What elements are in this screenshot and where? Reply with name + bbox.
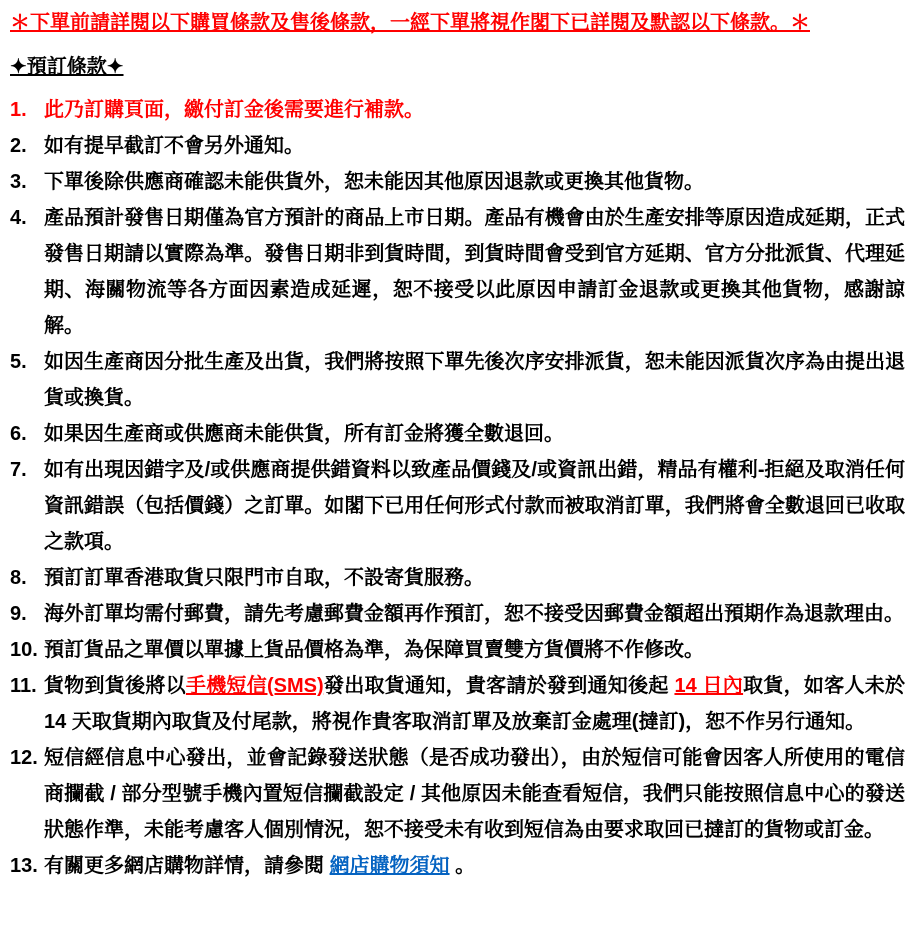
term-item	[10, 452, 905, 560]
term-segment: 下單後除供應商確認未能供貨外，恕未能因其他原因退款或更換其他貨物。	[44, 171, 704, 193]
term-item	[10, 200, 905, 344]
term-text	[44, 164, 905, 200]
term-number: 1.	[10, 99, 27, 121]
term-text	[44, 200, 905, 344]
term-item	[10, 596, 905, 632]
term-text	[44, 632, 905, 668]
term-number: 2.	[10, 135, 27, 157]
term-number: 13.	[10, 855, 38, 877]
term-segment: 產品預計發售日期僅為官方預計的商品上市日期。產品有機會由於生產安排等原因造成延期，正式發售日期請以實際為準。發售日期非到貨時間，到貨時間會受到官方延期、官方分批派貨、代理延期、海關物流等各方面因素造成延遲，恕不接受以此原因申請訂金退款或更換其他貨物，感謝諒解。	[44, 207, 905, 337]
term-segment: 海外訂單均需付郵費，請先考慮郵費金額再作預訂，恕不接受因郵費金額超出預期作為退款理由。	[44, 603, 904, 625]
term-number: 10.	[10, 639, 38, 661]
section-title-preorder-terms: ✦預訂條款✦	[10, 56, 124, 78]
term-item	[10, 128, 905, 164]
term-text	[44, 668, 905, 740]
term-segment: 。	[449, 855, 476, 877]
term-item	[10, 848, 905, 884]
term-segment: 取貨，如客人未於 14 天取貨期內取貨及付尾款，將視作貴客取消訂單及放棄訂金處理(撻訂)，恕不作另行通知。	[44, 675, 905, 733]
term-segment: 短信經信息中心發出，並會記錄發送狀態（是否成功發出），由於短信可能會因客人所使用的電信商攔截 / 部分型號手機內置短信攔截設定 / 其他原因未能查看短信，我們只能按照信息中心的發送狀態作準，未能考慮客人個別情況，恕不接受未有收到短信為由要求取回已撻訂的貨物或訂金。	[44, 747, 905, 841]
term-text	[44, 848, 905, 884]
term-number: 8.	[10, 567, 27, 589]
term-text	[44, 740, 905, 848]
term-number: 9.	[10, 603, 27, 625]
term-text	[44, 344, 905, 416]
term-number: 6.	[10, 423, 27, 445]
term-number: 5.	[10, 351, 27, 373]
term-item	[10, 416, 905, 452]
term-segment: 貨物到貨後將以	[44, 675, 186, 697]
term-segment: 預訂貨品之單價以單據上貨品價格為準，為保障買賣雙方貨價將不作修改。	[44, 639, 704, 661]
term-text	[44, 128, 905, 164]
term-item	[10, 668, 905, 740]
term-segment: 如有提早截訂不會另外通知。	[44, 135, 304, 157]
term-number: 11.	[10, 675, 37, 697]
term-segment: 如因生產商因分批生產及出貨，我們將按照下單先後次序安排派貨，恕未能因派貨次序為由提出退貨或換貨。	[44, 351, 905, 409]
term-number: 7.	[10, 459, 27, 481]
term-item	[10, 164, 905, 200]
term-number: 12.	[10, 747, 38, 769]
term-segment: 如果因生產商或供應商未能供貨，所有訂金將獲全數退回。	[44, 423, 564, 445]
term-item	[10, 344, 905, 416]
term-text	[44, 596, 905, 632]
term-segment: 有關更多網店購物詳情，請參閱	[44, 855, 330, 877]
store-shopping-guide-link[interactable]: 網店購物須知	[329, 855, 450, 877]
deadline-highlight: 14 日內	[674, 675, 744, 697]
sms-highlight: 手機短信(SMS)	[185, 675, 324, 697]
term-item	[10, 560, 905, 596]
term-text	[44, 452, 905, 560]
term-number: 4.	[10, 207, 27, 229]
term-text	[44, 92, 905, 128]
pre-order-notice-banner: ＊下單前請詳閱以下購買條款及售後條款，一經下單將視作閣下已詳閱及默認以下條款。＊	[10, 12, 810, 34]
term-item	[10, 740, 905, 848]
term-segment: 如有出現因錯字及/或供應商提供錯資料以致產品價錢及/或資訊出錯，精品有權利-拒絕及取消任何資訊錯誤（包括價錢）之訂單。如閣下已用任何形式付款而被取消訂單，我們將會全數退回已收取之款項。	[44, 459, 905, 553]
term-text	[44, 560, 905, 596]
term-item	[10, 92, 905, 128]
term-segment: 發出取貨通知，貴客請於發到通知後起	[323, 675, 675, 697]
term-number: 3.	[10, 171, 27, 193]
term-text	[44, 416, 905, 452]
term-segment: 預訂訂單香港取貨只限門市自取，不設寄貨服務。	[44, 567, 484, 589]
term-item	[10, 632, 905, 668]
term-segment: 此乃訂購頁面，繳付訂金後需要進行補款。	[44, 99, 424, 121]
terms-list	[10, 92, 905, 884]
